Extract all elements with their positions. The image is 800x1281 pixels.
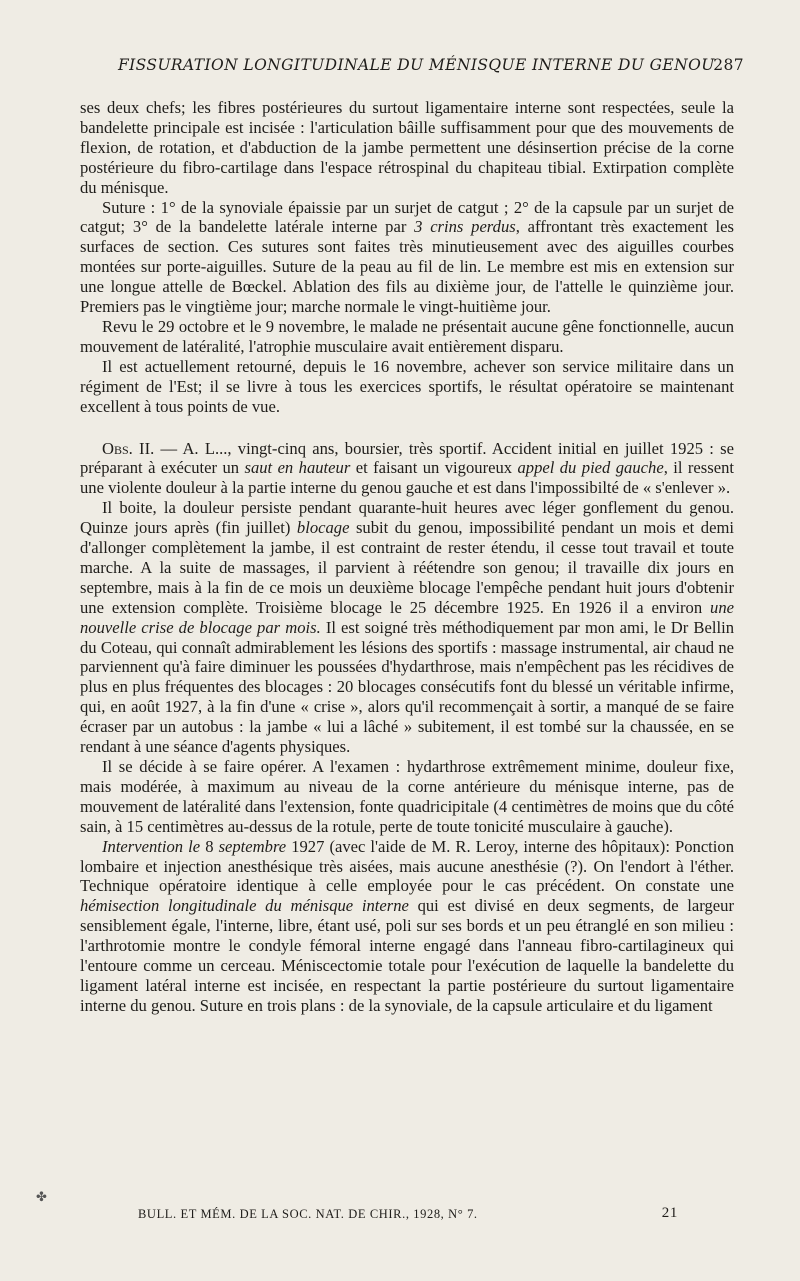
observation-paragraph (80, 439, 734, 499)
body-text (80, 98, 734, 1016)
paragraph-text: , affrontant très exactement les surfaces de section. Ces sutures sont faites très minutieusement avec des aiguilles courbes montées sur porte-aiguilles. Suture de la peau au fil de lin. Le membre est mis en extension sur une longue attelle de Bœckel. Ablation des fils au dixième jour, de l'attelle le quinzième jour. Premiers pas le vingtième jour; marche normale le vingt-huitième jour. (80, 217, 734, 317)
paragraph-text: qui est divisé en deux segments, de largeur sensiblement égale, l'interne, libre, étant usé, poli sur ses bords et un peu étranglé en son milieu : l'arthrotomie montre le condyle fémoral interne engagé dans l'anneau fibro-cartilagineux qui l'entoure comme un cerceau. Méniscectomie totale pour l'exécution de laquelle la bandelette du ligament latéral interne est incisée, en respectant la partie postérieure du surtout ligamentaire interne du genou. Suture en trois plans : de la synoviale, de la capsule articulaire et du ligament (80, 896, 734, 1015)
sheet-number: 21 (661, 1205, 678, 1221)
paragraph-text: , il ressent une violente douleur à la partie interne du genou gauche et est dans l'impossibilté de « s'enlever ». (80, 458, 734, 498)
journal-citation: BULL. ET MÉM. DE LA SOC. NAT. DE CHIR., 1928, N° 7. (138, 1207, 478, 1221)
paragraph-text: Il est soigné très méthodiquement par mon ami, le Dr Bellin du Coteau, qui connaît admirablement les lésions des sportifs : massage instrumental, air chaud ne parviennent qu'à faire diminuer les poussées d'hydarthrose, mais n'empêchent pas les récidives de plus en plus fréquentes des blocages : 20 blocages consécutifs font du blessé un véritable infirme, qui, en août 1927, à la fin d'une « crise », alors qu'il recommençait à sortir, a manqué de se faire écraser par un autobus : la jambe « lui a lâché » subitement, il est tombé sur la chaussée, en se rendant à une séance d'agents physiques. (80, 617, 734, 757)
paragraph (80, 498, 734, 757)
paragraph (80, 357, 734, 417)
margin-mark-icon: ✤ (36, 1190, 47, 1205)
paragraph-text: Il est actuellement retourné, depuis le 16 novembre, achever son service militaire dans un régiment de l'Est; il se livre à tous les exercices sportifs, le résultat opératoire se maintenant excellent à tous points de vue. (80, 356, 734, 416)
paragraph (80, 98, 734, 198)
paragraph-text: 1927 (avec l'aide de M. R. Leroy, interne des hôpitaux): Ponction lombaire et injection anesthésique très aisées, mais aucune anesthésie (?). On l'endort à l'éther. Technique opératoire identique à celle employée pour le cas précédent. On constate une (80, 836, 734, 896)
italic-text: blocage (296, 518, 350, 538)
italic-text: appel du pied gauche (517, 458, 664, 478)
paragraph-text: Il boite, la douleur persiste pendant quarante-huit heures avec léger gonflement du genou. Quinze jours après (fin juillet) (80, 498, 734, 538)
paragraph (80, 837, 734, 1016)
page-footer (138, 1207, 678, 1222)
paragraph-text: ses deux chefs; les fibres postérieures du surtout ligamentaire interne sont respectées, seule la bandelette principale est incisée : l'articulation bâille suffisamment pour que des mouvements de flexion, de rotation, et d'abduction de la jambe permettent une désinsertion précise de la corne postérieure du fibro-cartilage dans l'espace rétrospinal du chapiteau tibial. Extirpation complète du ménisque. (80, 98, 734, 197)
paragraph-text: subit du genou, impossibilité pendant un mois et demi d'allonger complètement la jambe, il est contraint de rester étendu, il cesse tout travail et toute marche. A la suite de massages, il parvient à réétendre son genou; il travaille dix jours en septembre, mais à la fin de ce mois un deuxième blocage l'empêche pendant huit jours d'obtenir une extension complète. Troisième blocage le 25 décembre 1925. En 1926 il a environ (80, 518, 734, 617)
paragraph-text: 8 (200, 836, 219, 856)
paragraph (80, 757, 734, 837)
paragraph (80, 317, 734, 357)
paragraph-text: et faisant un vigoureux (350, 458, 518, 478)
observation-label: Obs. II. (102, 438, 155, 458)
running-header (118, 56, 744, 74)
page-number: 287 (713, 56, 744, 74)
italic-text: Intervention le (102, 836, 201, 856)
paragraph (80, 198, 734, 317)
italic-text: septembre (218, 836, 287, 856)
paragraph-text: Revu le 29 octobre et le 9 novembre, le malade ne présentait aucune gêne fonctionnelle, aucun mouvement de latéralité, l'atrophie musculaire avait entièrement disparu. (80, 316, 734, 356)
italic-text: hémisection longitudinale du ménisque interne (80, 896, 409, 916)
paragraph-text: — A. L..., vingt-cinq ans, boursier, très sportif. Accident initial en juillet 1925 : se préparant à exécuter un (80, 438, 734, 478)
paragraph-text: Suture : 1° de la synoviale épaissie par un surjet de catgut ; 2° de la capsule par un surjet de catgut; 3° de la bandelette latérale interne par (80, 197, 734, 237)
header-title: FISSURATION LONGITUDINALE DU MÉNISQUE INTERNE DU GENOU (118, 56, 715, 74)
italic-text: une nouvelle crise de blocage par mois. (80, 597, 734, 637)
italic-text: 3 crins perdus (414, 217, 516, 237)
italic-text: saut en hauteur (244, 458, 351, 478)
paragraph-text: Il se décide à se faire opérer. A l'examen : hydarthrose extrêmement minime, douleur fixe, mais modérée, à maximum au niveau de la corne antérieure du ménisque interne, pas de mouvement de latéralité dans l'extension, fonte quadricipitale (4 centimètres de moins que du côté sain, à 15 centimètres au-dessus de la rotule, perte de toute tonicité musculaire à gauche). (80, 757, 734, 836)
